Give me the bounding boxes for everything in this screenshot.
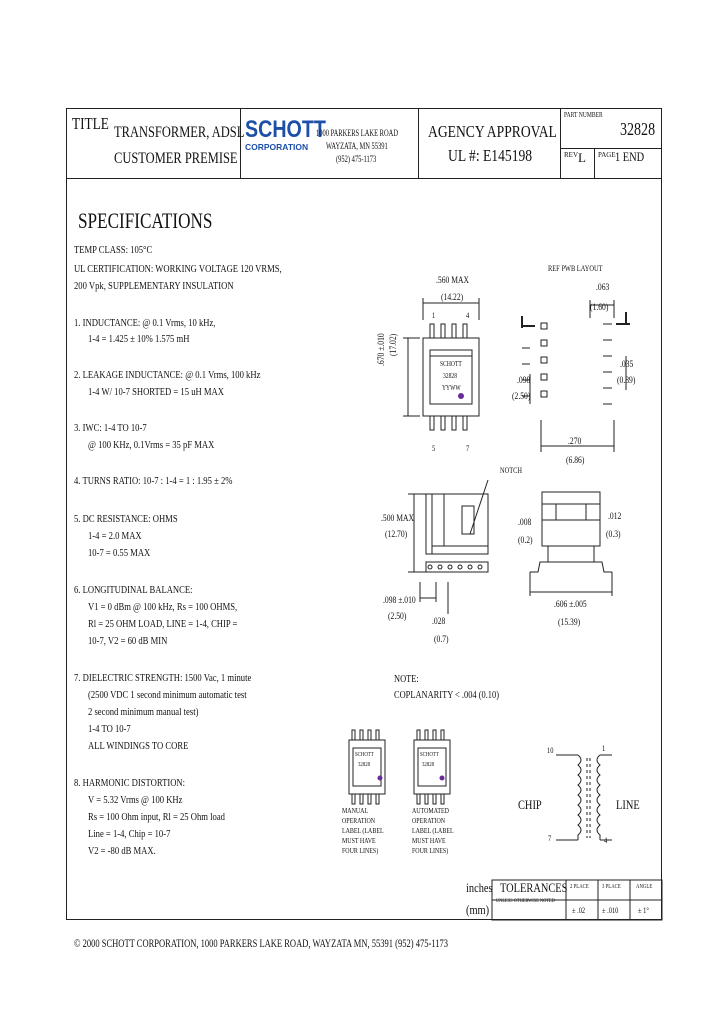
title-line-2: CUSTOMER PREMISE (114, 150, 238, 167)
footer-copyright: © 2000 SCHOTT CORPORATION, 1000 PARKERS LAKE ROAD, WAYZATA MN, 55391 (952) 475-1173 (74, 938, 449, 950)
col2-val: ± .010 (602, 906, 619, 915)
part-label-1: SCHOTT (440, 360, 462, 368)
page-label: PAGE (598, 151, 616, 159)
col3-head: ANGLE (636, 884, 653, 890)
logo-sub: CORPORATION (245, 142, 309, 152)
part-label-3: YYWW (442, 384, 461, 392)
auto-label-1: SCHOTT (420, 752, 439, 758)
spec-line: 8. HARMONIC DISTORTION: (74, 778, 186, 789)
spec-line: 3. IWC: 1-4 TO 10-7 (74, 423, 147, 434)
spec-line: 6. LONGITUDINAL BALANCE: (74, 585, 193, 596)
overall-mm: (15.39) (558, 618, 581, 628)
standoff-mm: (0.2) (518, 536, 533, 546)
side-height: .500 MAX (381, 514, 414, 524)
spec-line: @ 100 KHz, 0.1Vrms = 35 pF MAX (88, 440, 215, 451)
overall: .606 ±.005 (554, 600, 587, 610)
sch-pin-7: 7 (548, 834, 552, 843)
pin1-dot-manual (378, 776, 383, 781)
sch-pin-4: 4 (604, 836, 608, 845)
tolerances-title: TOLERANCES (500, 880, 568, 895)
page-value: 1 END (615, 149, 645, 164)
manual-label-2: 32828 (358, 762, 370, 768)
note-label: NOTE: (394, 674, 419, 685)
logo-word: SCHOTT (245, 116, 326, 143)
pin1-dot (458, 393, 464, 399)
spec-line: 1. INDUCTANCE: @ 0.1 Vrms, 10 kHz, (74, 318, 216, 329)
sch-pin-10: 10 (547, 746, 554, 755)
part-number: 32828 (620, 119, 656, 139)
sch-pin-1: 1 (602, 744, 606, 753)
col1-head: 2 PLACE (570, 884, 589, 890)
spec-line: TEMP CLASS: 105°C (74, 245, 153, 256)
spec-line: 1-4 = 1.425 ± 10% 1.575 mH (88, 334, 190, 345)
pad-dim2-mm: (0.89) (617, 376, 636, 386)
pad (541, 391, 547, 397)
dim-width-mm: (14.22) (441, 293, 464, 303)
tolerances-subtitle: UNLESS OTHERWISE NOTED (496, 898, 555, 904)
spec-line: 1-4 W/ 10-7 SHORTED = 15 uH MAX (88, 387, 224, 398)
title-label: TITLE (72, 114, 109, 133)
notch-label: NOTCH (500, 466, 523, 475)
address-line-3: (952) 475-1173 (336, 154, 377, 164)
spec-line: 10-7, V2 = 60 dB MIN (88, 636, 168, 647)
top-view-pins-bottom (430, 416, 467, 430)
address-line-1: 1000 PARKERS LAKE ROAD (316, 128, 399, 138)
pad-span-mm: (6.86) (566, 456, 585, 466)
line-label: LINE (616, 797, 640, 812)
agency-label: AGENCY APPROVAL (428, 122, 557, 141)
spec-line: (2500 VDC 1 second minimum automatic test (88, 690, 247, 701)
pad (541, 357, 547, 363)
spec-line: Rl = 25 OHM LOAD, LINE = 1-4, CHIP = (88, 619, 238, 630)
spec-line: ALL WINDINGS TO CORE (88, 741, 189, 752)
spec-line: 2 second minimum manual test) (88, 707, 199, 718)
rev-value: L (578, 150, 586, 165)
rev-label: REV (564, 151, 578, 159)
spec-line: 1-4 TO 10-7 (88, 724, 131, 735)
layout-title: REF PWB LAYOUT (548, 264, 603, 273)
col1-val: ± .02 (572, 906, 586, 915)
ul-number: UL #: E145198 (448, 146, 533, 165)
spec-line: 1-4 = 2.0 MAX (88, 531, 142, 542)
pin-bot-left: 5 (432, 444, 436, 453)
spec-line: 4. TURNS RATIO: 10-7 : 1-4 = 1 : 1.95 ± 2% (74, 476, 233, 487)
dim-pitch-mm: (2.50) (512, 392, 531, 402)
spec-line: 2. LEAKAGE INDUCTANCE: @ 0.1 Vrms, 100 kHz (74, 370, 261, 381)
standoff: .008 (518, 518, 532, 528)
manual-caption: MANUAL OPERATION LABEL (LABEL MUST HAVE FOUR LINES) (342, 807, 384, 855)
side-view (408, 480, 488, 614)
pad-dim2: .035 (620, 360, 634, 370)
pad (541, 340, 547, 346)
col2-head: 3 PLACE (602, 884, 621, 890)
lead-pitch-mm: (2.50) (388, 612, 407, 622)
spec-line: 200 Vpk, SUPPLEMENTARY INSULATION (74, 281, 234, 292)
part-number-label: PART NUMBER (564, 111, 603, 119)
pad-span: .270 (568, 437, 582, 447)
pad-dim1-mm: (1.60) (590, 303, 609, 313)
dim-height: .670 ±.010 (377, 333, 387, 366)
chip-label: CHIP (518, 797, 542, 812)
spec-line: Rs = 100 Ohm input, Rl = 25 Ohm load (88, 812, 225, 823)
manual-label-1: SCHOTT (355, 752, 374, 758)
spec-heading: SPECIFICATIONS (78, 208, 213, 233)
side-height-mm: (12.70) (385, 530, 408, 540)
dim-pitch: .098 (517, 376, 531, 386)
units-label-1: inches (466, 880, 493, 895)
end-view (530, 492, 612, 596)
part-label-2: 32828 (443, 372, 457, 380)
pad (541, 374, 547, 380)
pin-top-left: 1 (432, 311, 436, 320)
foot-mm: (0.3) (606, 530, 621, 540)
units-label-2: (mm) (466, 902, 490, 917)
address-line-2: WAYZATA, MN 55391 (326, 141, 388, 151)
foot: .012 (608, 512, 622, 522)
note-text: COPLANARITY < .004 (0.10) (394, 690, 499, 701)
title-line-1: TRANSFORMER, ADSL (114, 124, 245, 141)
col3-val: ± 1° (638, 906, 649, 915)
auto-label-2: 32828 (422, 762, 434, 768)
top-view-pins-top (430, 324, 467, 338)
pin1-dot-auto (440, 776, 445, 781)
spec-line: 7. DIELECTRIC STRENGTH: 1500 Vac, 1 minute (74, 673, 252, 684)
lead-thk-mm: (0.7) (434, 635, 449, 645)
pad-dim1: .063 (596, 283, 610, 293)
spec-line: 10-7 = 0.55 MAX (88, 548, 151, 559)
dim-width: .560 MAX (436, 276, 469, 286)
spec-line: 5. DC RESISTANCE: OHMS (74, 514, 178, 525)
spec-line: V2 = -80 dB MAX. (88, 846, 156, 857)
lead-thk: .028 (432, 617, 446, 627)
pin-bot-right: 7 (466, 444, 470, 453)
schematic (556, 755, 612, 840)
pin-top-right: 4 (466, 311, 470, 320)
pad (541, 323, 547, 329)
auto-caption: AUTOMATED OPERATION LABEL (LABEL MUST HAVE FOUR LINES) (412, 807, 454, 855)
spec-line: UL CERTIFICATION: WORKING VOLTAGE 120 VRMS, (74, 264, 282, 275)
spec-line: V = 5.32 Vrms @ 100 KHz (88, 795, 183, 806)
lead-pitch: .098 ±.010 (383, 596, 416, 606)
dim-height-mm: (17.02) (389, 333, 399, 356)
spec-line: Line = 1-4, Chip = 10-7 (88, 829, 171, 840)
spec-line: V1 = 0 dBm @ 100 kHz, Rs = 100 OHMS, (88, 602, 238, 613)
